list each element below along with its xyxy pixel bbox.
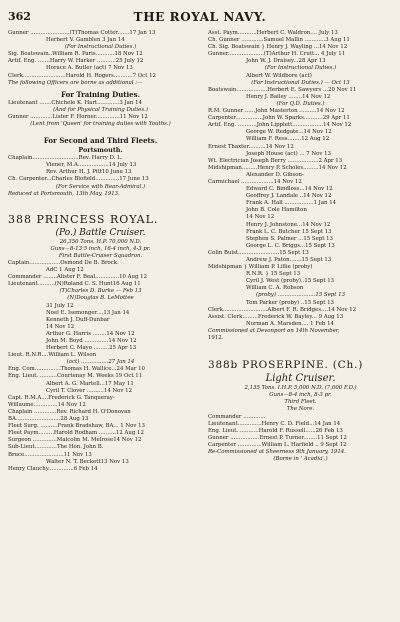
- entry-line: Edward C. Bindloss...14 Nov 12: [246, 186, 333, 193]
- entry-line: R.M. Gunner ......John Masterton ..........14 Nov 12: [208, 108, 345, 115]
- entry-line: Geoffrey J. Landale ..14 Nov 12: [246, 193, 332, 200]
- entry-line: Assist. Clerk.........Frederick W. Bayley... 9 Aug 13: [208, 313, 344, 320]
- entry-line: Joseph House (act) ... 7 Nov 13: [246, 150, 331, 157]
- entry-line: Ernest Thaxter..........14 Nov 12: [208, 143, 294, 150]
- entry-line: Boatswain..................Herbert E. Sawyers ...20 Nov 11: [208, 86, 357, 93]
- entry-line: Midshipman } William P. Lillie (proby): [208, 264, 313, 271]
- entry-line: (For Instructional Duties.): [64, 44, 137, 51]
- entry-line: William F. Ress........12 Aug 12: [246, 136, 330, 143]
- entry-line: Bruce.......................11 Nov 13: [8, 451, 92, 458]
- entry-line: Wt. Electrician Joseph Berry ..................2 Apr 13: [208, 157, 343, 164]
- entry-line: John W. J. Dralsey...28 Apr 13: [246, 58, 326, 65]
- entry-line: (For Q.D. Duties.): [276, 100, 325, 107]
- entry-line: Eng. Lieut. ..........Courtenay M. Weeks 19 Oct 11: [8, 373, 143, 380]
- entry-line: Artif. Eng. ...........John Lipplett..................14 Nov 12: [208, 122, 352, 129]
- entry-line: Capt. R.M.A....Frederick G. Tanqueray-: [8, 394, 115, 401]
- entry-line: (Borne in ' Acadia'.): [273, 456, 328, 463]
- proserpine-officers-block: [208, 414, 393, 464]
- entry-line: John B. Cole Hamilton: [246, 207, 307, 214]
- entry-line: Albert W. Wildbore (act): [246, 72, 312, 79]
- left-top-block: [8, 30, 193, 87]
- ship-princess-royal-name: 388 PRINCESS ROYAL.: [8, 212, 159, 226]
- training-block: [8, 100, 193, 128]
- fleets-subtitle: Portsmouth.: [78, 146, 123, 155]
- ship-proserpine-class: Light Cruiser.: [265, 373, 336, 385]
- entry-line: The following Officers are borne as additional :—: [8, 79, 143, 86]
- entry-line: Carmichael ...................14 Nov 12: [208, 178, 302, 185]
- entry-line: Sig. Boatswain..William R. Paris...........18 Nov 12: [8, 51, 143, 58]
- entry-line: Surgeon ..............Malcolm M. Melrose14 Nov 12: [8, 437, 142, 444]
- ship-proserpine-name: 388b PROSERPINE. (Ch.): [208, 359, 364, 372]
- ship-proserpine-station: The Nore.: [286, 406, 315, 413]
- entry-line: (For Instructional Duties.) — Oct 13: [251, 79, 350, 86]
- entry-line: Clerk.........................Harold H. Rogers...........7 Oct 12: [8, 72, 156, 79]
- entry-line: Herbert C. Mayo .........25 Apr 13: [46, 345, 137, 352]
- ship-proserpine-guns: Guns—8-4 inch, 8-3 pr.: [269, 392, 332, 399]
- entry-line: George W. Redgate...14 Nov 12: [246, 129, 332, 136]
- entry-line: Walter N. T. Beckett13 Nov 13: [46, 458, 129, 465]
- entry-line: Tom Parker (proby) ..15 Sept 13: [246, 299, 334, 306]
- entry-line: Gunner .................Ernest P. Turner........11 Sept 12: [208, 434, 347, 441]
- right-column: [208, 30, 393, 463]
- entry-line: Lieutenant..........(N)Roland C. S. Hunt16 Aug 11: [8, 281, 141, 288]
- entry-line: Gunner .............Lister F. Horner..............11 Nov 12: [8, 113, 148, 120]
- entry-line: John M. Boyd ..............14 Nov 12: [46, 338, 137, 344]
- entry-line: Eng. Lieut. ...........Harold F. Russell......26 Feb 13: [208, 427, 343, 434]
- entry-line: (N)Douglas B. LeMottée: [67, 295, 134, 302]
- left-column: [8, 30, 193, 473]
- entry-line: (Lent from 'Queen' for training duties with Youths.): [30, 121, 171, 128]
- entry-line: Henry J. Johnstone...14 Nov 12: [246, 221, 331, 228]
- entry-line: Captain..................Osmond De B. Brock.: [8, 259, 119, 266]
- entry-line: Ch. Gunner .............Samuel Mallin ............3 Aug 11: [208, 37, 350, 44]
- entry-line: 14 Nov 12: [246, 214, 275, 221]
- entry-line: (proby) ......................15 Sept 13: [255, 292, 346, 299]
- entry-line: Ch. Sig. Boatswain } Henry J. Wayling ...14 Nov 12: [208, 44, 348, 51]
- entry-line: Cyril T. Clover ..........14 Nov 12: [46, 387, 133, 394]
- entry-line: 14 Nov 12: [46, 323, 75, 330]
- entry-line: Cyril J. West (proby)..15 Sept 13: [246, 278, 335, 285]
- entry-line: Noel E. Isemonger....13 Jan 14: [46, 309, 130, 316]
- ship-princess-royal-guns: Guns—8-13·5 inch, 16-4 inch, 4-3 pr.: [50, 245, 151, 252]
- entry-line: Rev. Arthur H. J. Pitt10 June 13: [46, 169, 132, 176]
- ship-princess-royal-specs: 26,350 Tons. H.P. 70,000 N.D.: [59, 238, 142, 245]
- entry-line: Chaplain...........................Rev. Harry D. L.: [8, 155, 123, 162]
- entry-line: Commander .............: [208, 413, 266, 420]
- entry-line: Viener, M.A..................14 July 13: [46, 162, 137, 169]
- right-top-block: [208, 30, 393, 342]
- page-number: 362: [8, 10, 31, 23]
- entry-line: Frank A. Hall .................1 Jan 14: [246, 200, 337, 207]
- entry-line: (For Instructional Duties.): [264, 65, 337, 72]
- entry-line: Alexander D. Gibson-: [246, 171, 304, 178]
- entry-line: Carpenter ..............William L. Harfield .. 9 Sept 12: [208, 441, 347, 448]
- entry-line: 1912.: [208, 335, 224, 342]
- entry-line: Stephen S. Palmer ...15 Sept 13: [246, 235, 333, 242]
- entry-line: Arthur G. Harris ........14 Nov 12: [46, 330, 135, 337]
- entry-line: Lieut. R.N.R....William L. Wilson: [8, 352, 97, 359]
- entry-line: Artif. Eng. .......Harry W. Harker ...........25 July 12: [8, 58, 144, 65]
- entry-line: George L. C. Briggs...15 Sept 13: [246, 242, 335, 249]
- entry-line: Commissioned at Devonport on 14th November,: [208, 327, 340, 334]
- entry-line: Henry Clauchy...............6 Feb 14: [8, 465, 98, 472]
- page-header: [8, 10, 392, 30]
- entry-line: Sub-Lieut.............The Hon. John B.: [8, 444, 104, 451]
- entry-line: William C. A. Robson: [246, 285, 304, 292]
- entry-line: Gunner.....................(T)Arthur H. Crutt... 4 July 11: [208, 51, 346, 58]
- entry-line: Fleet Surg. ..........Frank Bradshaw, BA... 1 Nov 13: [8, 423, 145, 430]
- entry-line: Reduced at Portsmouth, 13th May, 1913.: [8, 190, 120, 197]
- entry-line: Carpenter................John W. Sparks...........29 Apr 11: [208, 115, 350, 122]
- entry-line: Lieutenant .......Chichele K. Hart.............3 Jan 14: [8, 99, 142, 106]
- entry-line: Clerk..........................Albert F. R. Bridges....14 Nov 12: [208, 306, 357, 313]
- entry-line: Henry J. Bailey ........14 Nov 12: [246, 93, 331, 100]
- entry-line: (act) ................27 Jan 14: [66, 359, 135, 366]
- princess-officers-block: [8, 260, 193, 473]
- entry-line: Herbert V. Gamblen 3 Jan 14: [46, 37, 125, 44]
- ship-proserpine-specs: 2,135 Tons. I.H.P. 5,000 N.D. (7,000 F.D.): [244, 385, 357, 392]
- entry-line: Horace A. Butler (act) 7 Nov 13: [46, 65, 133, 72]
- entry-line: (T)Charles D. Burke — Feb 13: [59, 288, 142, 295]
- ship-proserpine-fleet: Third Fleet.: [284, 399, 317, 406]
- entry-line: Fleet Paym.........Harold Rodham ..........12 Aug 12: [8, 430, 144, 437]
- entry-line: BA..........................28 Aug 13: [8, 416, 89, 423]
- entry-line: Colin Buist........................15 Sept 13: [208, 249, 309, 256]
- training-title: For Training Duties.: [60, 89, 141, 99]
- entry-line: (For Service with Rear-Admiral.): [55, 183, 146, 190]
- fleets-title: For Second and Third Fleets.: [43, 136, 158, 146]
- entry-line: Frank L. C. Butcher 15 Sept 13: [246, 228, 332, 235]
- entry-line: Kenneth J. Duff-Dunbar: [46, 316, 110, 323]
- entry-line: Midshipman.........Henry P. Scholes.........14 Nov 12: [208, 164, 347, 171]
- entry-line: 31 July 12: [46, 302, 74, 309]
- entry-line: Norman A. Marsden.... 1 Feb 14: [246, 320, 334, 327]
- entry-line: Gunner .......................(T)Thomas Cotter.......17 Jan 13: [8, 30, 156, 36]
- entry-line: (And for Physical Training Duties.): [53, 106, 148, 113]
- entry-line: Eng. Com...............Thomas H. Wallice...24 Mar 10: [8, 366, 145, 373]
- entry-line: Commander ........Alister F. Beal..............10 Aug 12: [8, 274, 148, 281]
- entry-line: Lieutenant..............Henry C. D. Field...14 Jan 14: [208, 420, 341, 427]
- entry-line: AdC 1 Aug 12: [46, 267, 84, 274]
- ship-princess-royal-squadron: First Battle-Cruiser Squadron.: [58, 252, 143, 259]
- entry-line: Willaume..............14 Nov 12: [8, 401, 86, 408]
- entry-line: Andrew J. Paton.......15 Sept 13: [246, 257, 332, 263]
- ship-princess-royal-class: (Po.) Battle Cruiser.: [55, 227, 146, 238]
- entry-line: Ch. Carpenter...Charles Blofield..............17 June 13: [8, 176, 149, 183]
- entry-line: Re-Commissioned at Sheerness 9th January, 1914.: [208, 448, 346, 455]
- entry-line: R.N.R. } 15 Sept 13: [246, 271, 301, 278]
- entry-line: Albert A. G. Martell...17 May 11: [46, 380, 134, 387]
- fleets-block: [8, 155, 193, 198]
- entry-line: Chaplain .............Rev. Richard H. O'Donovan: [8, 408, 131, 415]
- entry-line: Asst. Paym...........Herbert C. Waldron.... July 13: [208, 30, 338, 36]
- running-title: THE ROYAL NAVY.: [133, 10, 267, 24]
